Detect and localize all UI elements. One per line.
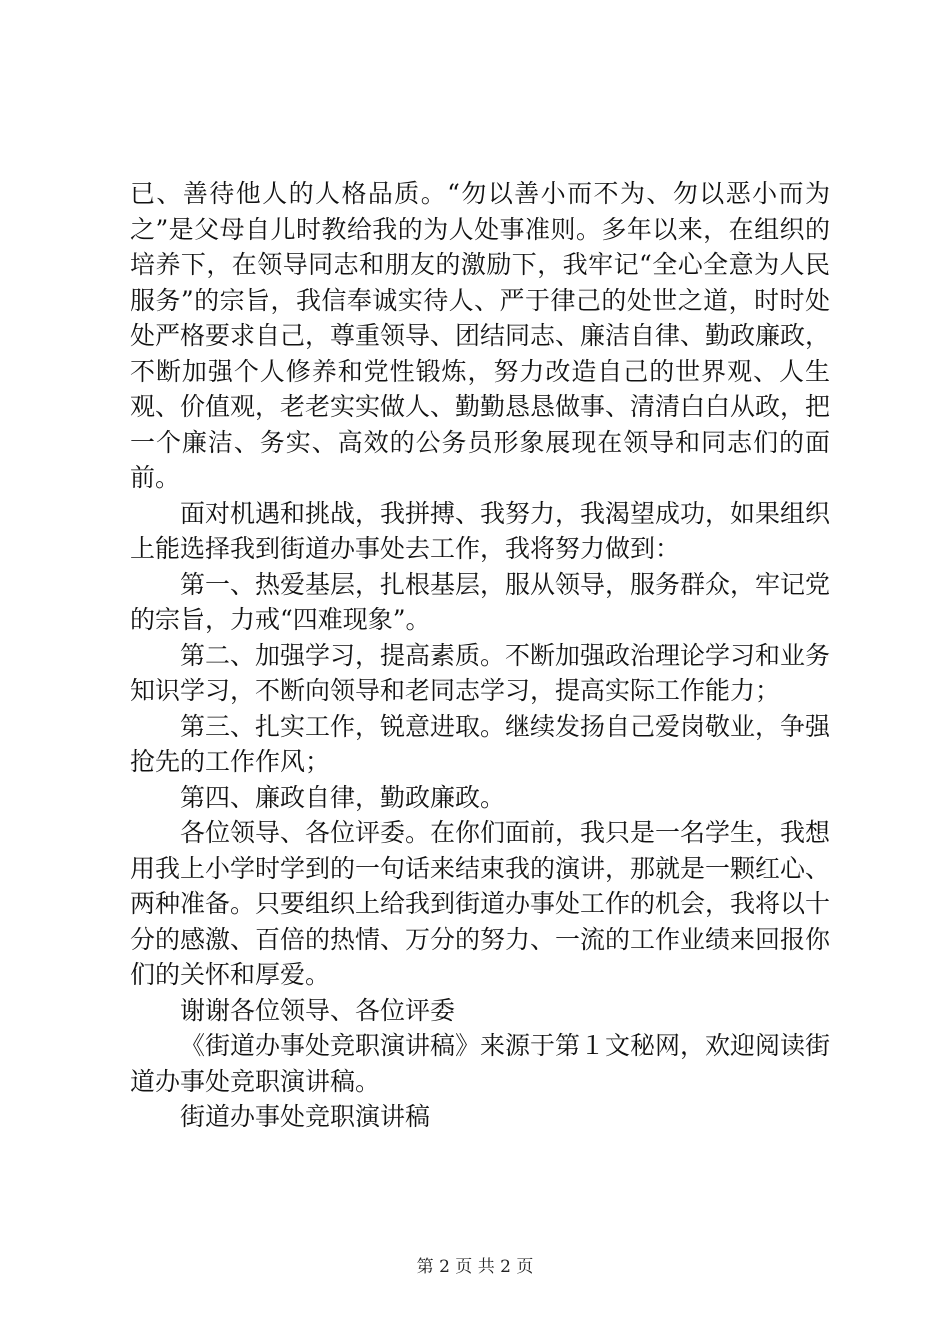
paragraph-2: 面对机遇和挑战，我拼搏、我努力，我渴望成功，如果组织上能选择我到街道办事处去工作，我将努力做到： xyxy=(130,498,831,563)
document-body xyxy=(130,176,830,1135)
paragraph-7: 各位领导、各位评委。在你们面前，我只是一名学生，我想用我上小学时学到的一句话来结束我的演讲，那就是一颗红心、两种准备。只要组织上给我到街道办事处工作的机会，我将以十分的感激、百倍的热情、万分的努力、一流的工作业绩来回报你们的关怀和厚爱。 xyxy=(130,818,831,989)
paragraph-4: 第二、加强学习，提高素质。不断加强政治理论学习和业务知识学习，不断向领导和老同志学习，提高实际工作能力； xyxy=(130,640,831,705)
paragraph-8: 谢谢各位领导、各位评委 xyxy=(180,995,456,1025)
paragraph-3: 第一、热爱基层，扎根基层，服从领导，服务群众，牢记党的宗旨，力戒“四难现象”。 xyxy=(130,569,831,634)
page-footer: 第 2 页 共 2 页 xyxy=(416,1257,534,1277)
paragraph-10: 街道办事处竞职演讲稿 xyxy=(180,1102,431,1131)
paragraph-6: 第四、廉政自律，勤政廉政。 xyxy=(180,782,506,812)
paragraph-1: 已、善待他人的人格品质。“勿以善小而不为、勿以恶小而为之”是父母自儿时教给我的为人处事准则。多年以来，在组织的培养下，在领导同志和朋友的激励下，我牢记“全心全意为人民服务”的宗旨，我信奉诚实待人、严于律己的处世之道，时时处处严格要求自己，尊重领导、团结同志、廉洁自律、勤政廉政，不断加强个人修养和党性锻炼，努力改造自己的世界观、人生观、价值观，老老实实做人、勤勤恳恳做事、清清白白从政，把一个廉洁、务实、高效的公务员形象展现在领导和同志们的面前。 xyxy=(130,179,831,492)
paragraph-9: 《街道办事处竞职演讲稿》来源于第１文秘网，欢迎阅读街道办事处竞职演讲稿。 xyxy=(130,1031,831,1096)
paragraph-5: 第三、扎实工作，锐意进取。继续发扬自己爱岗敬业，争强抢先的工作作风； xyxy=(130,711,831,776)
